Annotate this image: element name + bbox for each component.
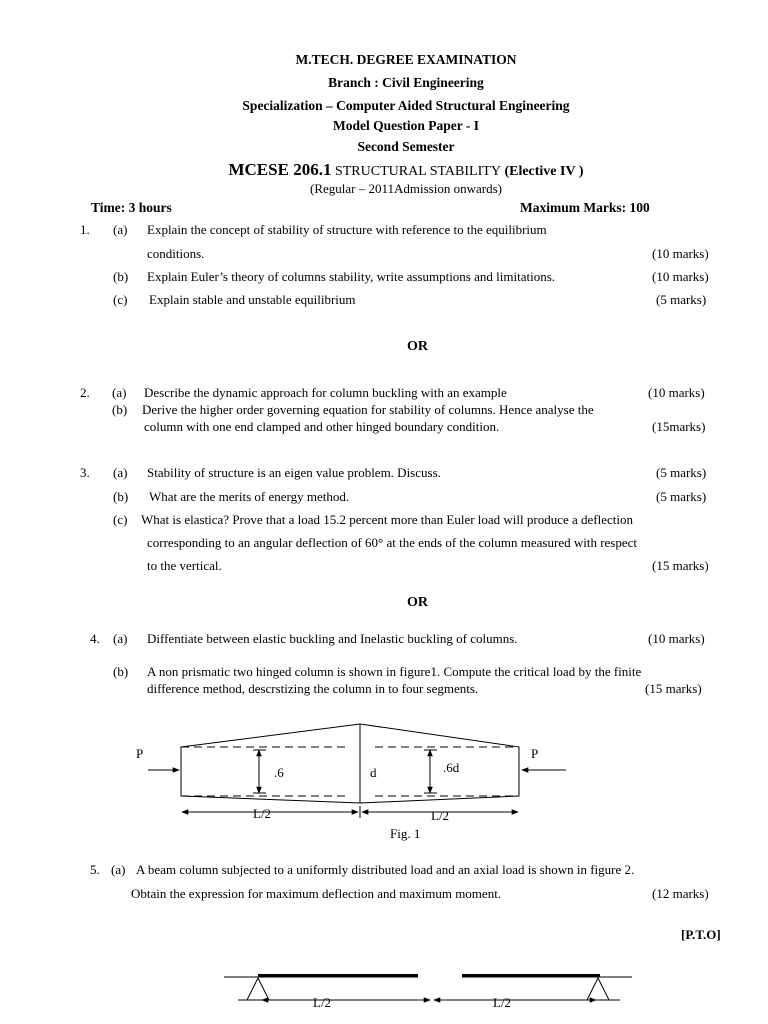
q2b-marks: (15marks): [652, 419, 706, 434]
q3c-text: What is elastica? Prove that a load 15.2 percent more than Euler load will produce a deflection: [141, 512, 634, 527]
semester: Second Semester: [357, 139, 455, 154]
q4b-label: (b): [113, 664, 129, 679]
q1c-text: Explain stable and unstable equilibrium: [149, 292, 356, 307]
q4b-text: A non prismatic two hinged column is shown in figure1. Compute the critical load by the finite: [147, 664, 642, 679]
q3b-marks: (5 marks): [656, 489, 707, 504]
q2b-label: (b): [112, 402, 128, 417]
regulation: (Regular – 2011Admission onwards): [310, 181, 502, 196]
q5a-text: A beam column subjected to a uniformly distributed load and an axial load is shown in figure 2.: [136, 862, 635, 877]
q3a-label: (a): [113, 465, 128, 480]
q1a-label: (a): [113, 222, 128, 237]
q3c-marks: (15 marks): [652, 558, 709, 573]
maximum-marks: Maximum Marks: 100: [520, 200, 650, 215]
fig1-caption: Fig. 1: [390, 826, 421, 841]
q4b-marks: (15 marks): [645, 681, 702, 696]
q1c-marks: (5 marks): [656, 292, 707, 307]
q2a-marks: (10 marks): [648, 385, 705, 400]
q5-number: 5.: [90, 862, 100, 877]
q5a-text-cont: Obtain the expression for maximum deflection and maximum moment.: [131, 886, 502, 901]
q2-number: 2.: [80, 385, 90, 400]
branch: Branch : Civil Engineering: [328, 75, 484, 90]
q1a-text: Explain the concept of stability of structure with reference to the equilibrium: [147, 222, 547, 237]
q5a-label: (a): [111, 862, 126, 877]
fig2-span-right: L/2: [493, 995, 512, 1010]
q1a-text-cont: conditions.: [147, 246, 205, 261]
q3a-text: Stability of structure is an eigen value problem. Discuss.: [147, 465, 441, 480]
or-divider-2: OR: [407, 595, 428, 610]
support-right: [587, 978, 609, 1000]
time-allowed: Time: 3 hours: [91, 200, 172, 215]
q1c-label: (c): [113, 292, 128, 307]
exam-title: M.TECH. DEGREE EXAMINATION: [295, 52, 517, 67]
q1b-marks: (10 marks): [652, 269, 709, 284]
q3c-label: (c): [113, 512, 128, 527]
specialization: Specialization – Computer Aided Structural Engineering: [242, 98, 570, 113]
q2a-label: (a): [112, 385, 127, 400]
or-divider-1: OR: [407, 339, 428, 354]
fig1-span-right: L/2: [431, 808, 450, 823]
q1-number: 1.: [80, 222, 90, 237]
q3c-text-cont-1: corresponding to an angular deflection of 60° at the ends of the column measured with respect: [147, 535, 638, 550]
q4a-label: (a): [113, 631, 128, 646]
support-left: [247, 978, 269, 1000]
q3c-text-cont-2: to the vertical.: [147, 558, 222, 573]
pto-note: [P.T.O]: [681, 927, 721, 942]
q2b-text-cont: column with one end clamped and other hinged boundary condition.: [144, 419, 500, 434]
q1b-text: Explain Euler’s theory of columns stability, write assumptions and limitations.: [147, 269, 556, 284]
q2a-text: Describe the dynamic approach for column buckling with an example: [144, 385, 507, 400]
q3b-label: (b): [113, 489, 129, 504]
q4-number: 4.: [90, 631, 100, 646]
q4a-marks: (10 marks): [648, 631, 705, 646]
fig1-dim-mid: d: [370, 765, 377, 780]
course-elective: (Elective IV ): [504, 164, 584, 179]
q3b-text: What are the merits of energy method.: [149, 489, 350, 504]
q3a-marks: (5 marks): [656, 465, 707, 480]
course-title: STRUCTURAL STABILITY: [334, 164, 501, 179]
q4a-text: Diffentiate between elastic buckling and Inelastic buckling of columns.: [147, 631, 518, 646]
fig1-p-left: P: [136, 746, 144, 761]
figure-2: [224, 976, 632, 1001]
course-code: MCESE 206.1: [228, 160, 332, 179]
fig1-dim-left: .6: [274, 765, 284, 780]
q5a-marks: (12 marks): [652, 886, 709, 901]
q1b-label: (b): [113, 269, 129, 284]
fig1-p-right: P: [531, 746, 539, 761]
column-outline: [181, 724, 519, 803]
q3-number: 3.: [80, 465, 90, 480]
q4b-text-cont: difference method, descrstizing the column in to four segments.: [147, 681, 479, 696]
fig1-span-left: L/2: [253, 806, 272, 821]
fig1-dim-right: .6d: [443, 760, 460, 775]
paper-title: Model Question Paper - I: [333, 118, 479, 133]
q2b-text: Derive the higher order governing equation for stability of columns. Hence analyse the: [142, 402, 594, 417]
q1a-marks: (10 marks): [652, 246, 709, 261]
fig2-span-left: L/2: [313, 995, 332, 1010]
